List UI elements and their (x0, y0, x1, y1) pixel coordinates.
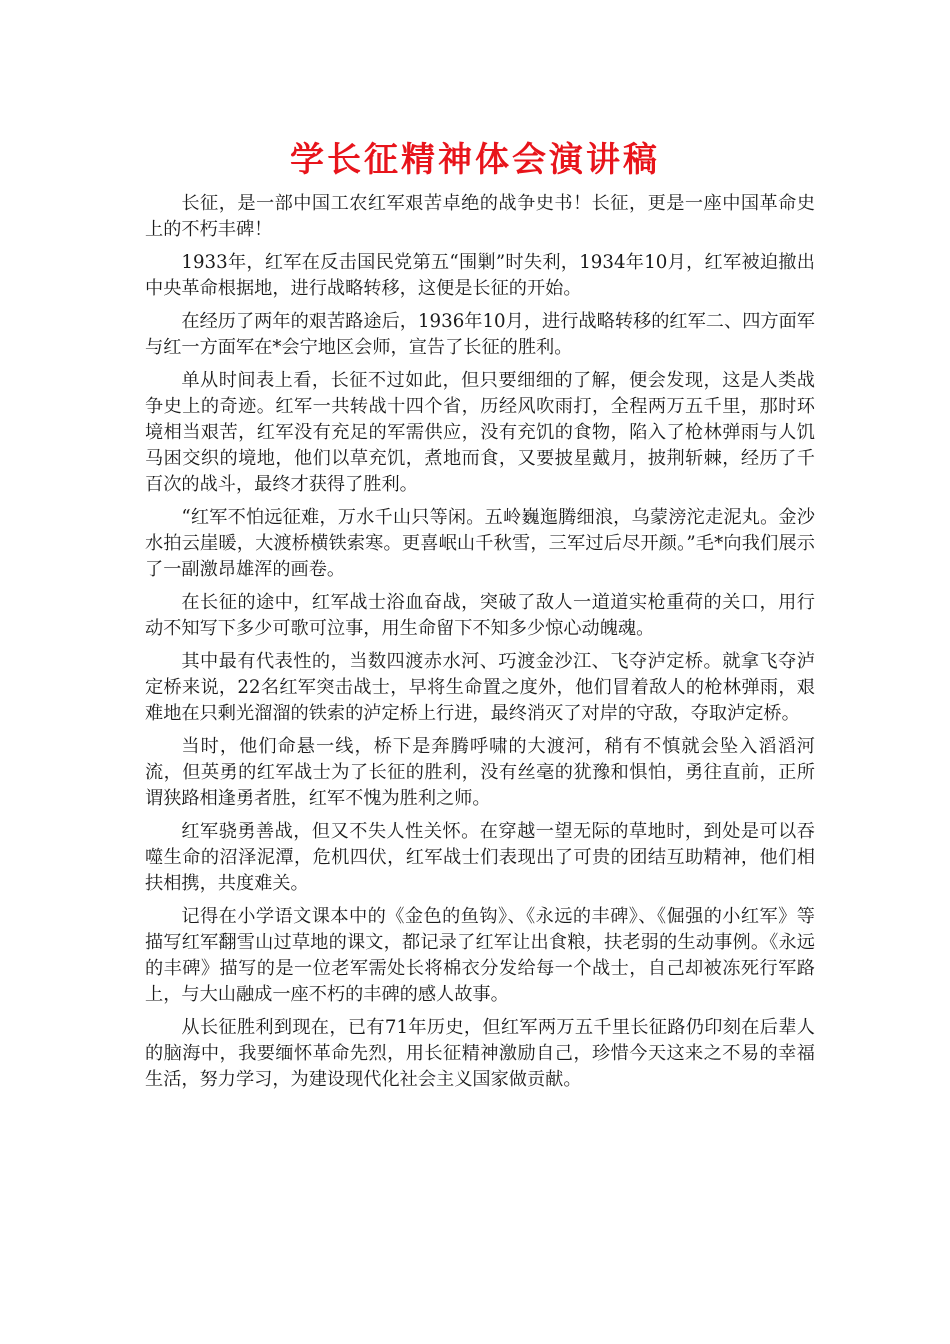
paragraph-1: 长征，是一部中国工农红军艰苦卓绝的战争史书！长征，更是一座中国革命史上的不朽丰碑！ (145, 193, 815, 240)
document-title: 学长征精神体会演讲稿 (290, 140, 660, 180)
paragraph-2: 1933年，红军在反击国民党第五“围剿”时失利，1934年10月，红军被迫撤出中央革命根据地，进行战略转移，这便是长征的开始。 (145, 252, 815, 299)
paragraph-4: 单从时间表上看，长征不过如此，但只要细细的了解，便会发现，这是人类战争史上的奇迹。红军一共转战十四个省，历经风吹雨打，全程两万五千里，那时环境相当艰苦，红军没有充足的军需供应，没有充饥的食物，陷入了枪林弹雨与人饥马困交织的境地，他们以草充饥，煮地而食，又要披星戴月，披荆斩棘，经历了千百次的战斗，最终才获得了胜利。 (145, 370, 815, 495)
paragraph-10: 记得在小学语文课本中的《金色的鱼钩》、《永远的丰碑》、《倔强的小红军》等描写红军翻雪山过草地的课文，都记录了红军让出食粮，扶老弱的生动事例。《永远的丰碑》描写的是一位老军需处长将棉衣分发给每一个战士，自己却被冻死行军路上，与大山融成一座不朽的丰碑的感人故事。 (145, 906, 815, 1005)
paragraph-3: 在经历了两年的艰苦路途后，1936年10月，进行战略转移的红军二、四方面军与红一方面军在*会宁地区会师，宣告了长征的胜利。 (145, 311, 815, 358)
paragraph-7: 其中最有代表性的，当数四渡赤水河、巧渡金沙江、飞夺泸定桥。就拿飞夺泸定桥来说，22名红军突击战士，早将生命置之度外，他们冒着敌人的枪林弹雨，艰难地在只剩光溜溜的铁索的泸定桥上行进，最终消灭了对岸的守敌，夺取泸定桥。 (145, 651, 815, 724)
document-body (145, 191, 815, 1100)
paragraph-11: 从长征胜利到现在，已有71年历史，但红军两万五千里长征路仍印刻在后辈人的脑海中，我要缅怀革命先烈，用长征精神激励自己，珍惜今天这来之不易的幸福生活，努力学习，为建设现代化社会主义国家做贡献。 (145, 1017, 815, 1090)
paragraph-9: 红军骁勇善战，但又不失人性关怀。在穿越一望无际的草地时，到处是可以吞噬生命的沼泽泥潭，危机四伏，红军战士们表现出了可贵的团结互助精神，他们相扶相携，共度难关。 (145, 821, 815, 894)
paragraph-8: 当时，他们命悬一线，桥下是奔腾呼啸的大渡河，稍有不慎就会坠入滔滔河流，但英勇的红军战士为了长征的胜利，没有丝毫的犹豫和惧怕，勇往直前，正所谓狭路相逢勇者胜，红军不愧为胜利之师。 (145, 736, 815, 809)
paragraph-5: “红军不怕远征难，万水千山只等闲。五岭巍迤腾细浪，乌蒙滂沱走泥丸。金沙水拍云崖暖，大渡桥横铁索寒。更喜岷山千秋雪，三军过后尽开颜。”毛*向我们展示了一副激昂雄浑的画卷。 (145, 507, 815, 580)
paragraph-6: 在长征的途中，红军战士浴血奋战，突破了敌人一道道实枪重荷的关口，用行动不知写下多少可歌可泣事，用生命留下不知多少惊心动魄魂。 (145, 592, 815, 639)
